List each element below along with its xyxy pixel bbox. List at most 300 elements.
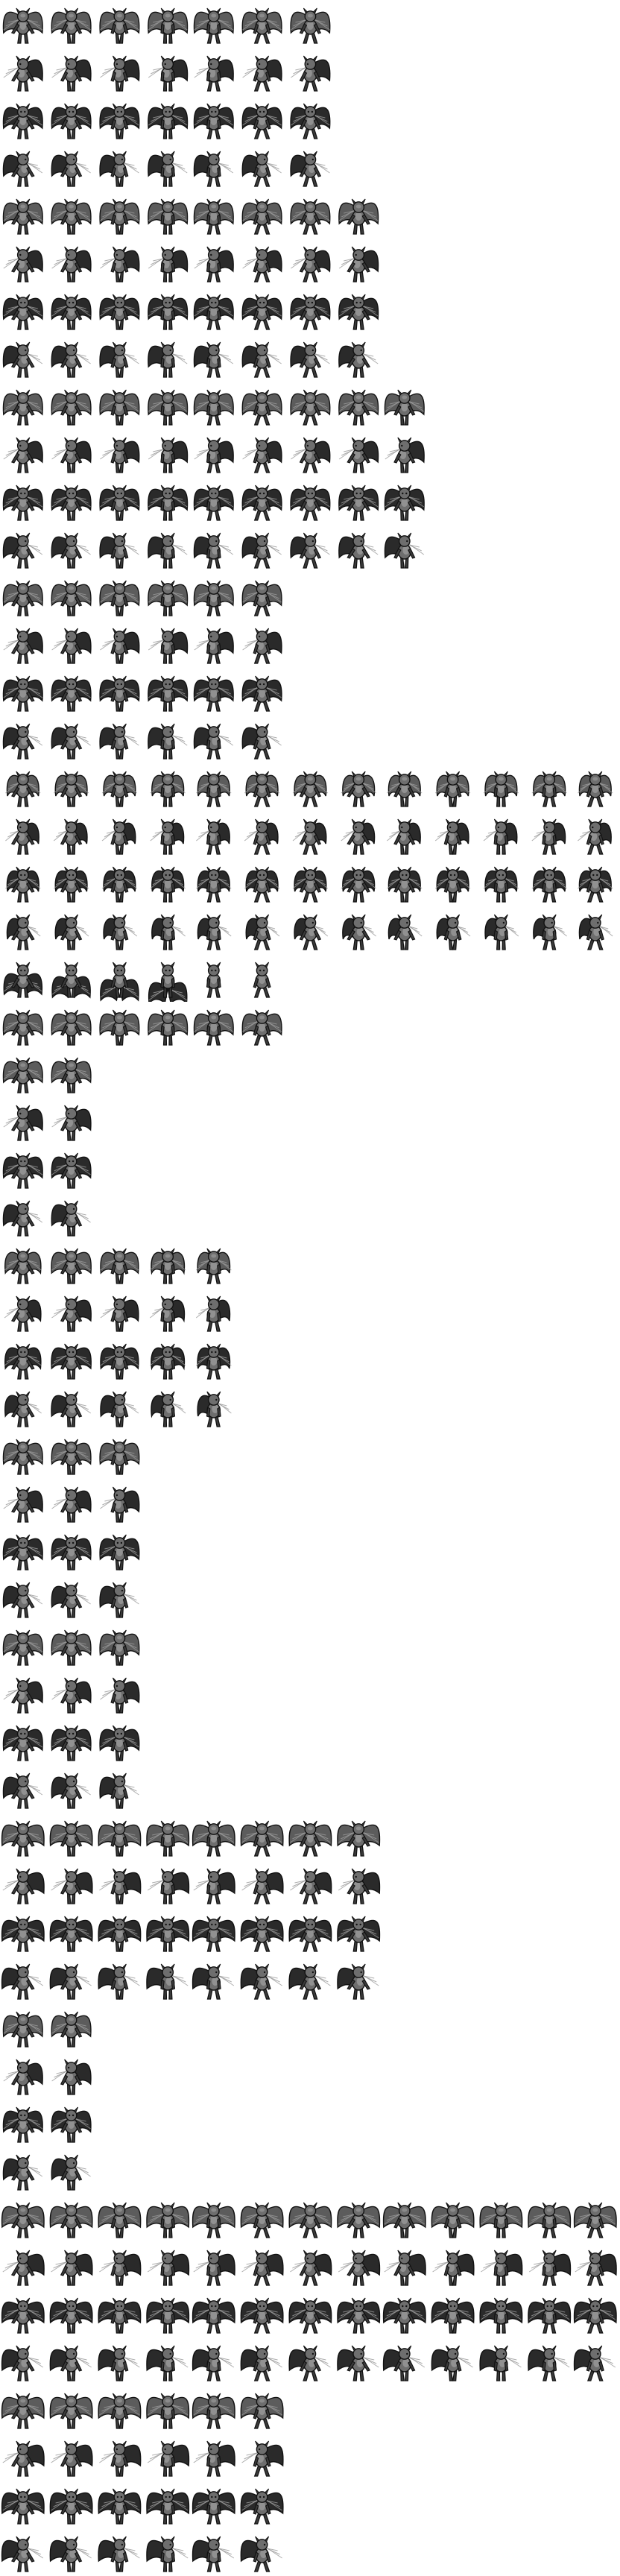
gargoyle-sprite <box>191 859 238 906</box>
gargoyle-sprite <box>238 2290 286 2337</box>
gargoyle-sprite <box>48 859 95 906</box>
gargoyle-sprite <box>286 0 334 48</box>
gargoyle-sprite <box>95 286 143 334</box>
gargoyle-sprite <box>95 1956 143 2004</box>
gargoyle-sprite <box>95 1431 143 1479</box>
gargoyle-sprite <box>334 382 382 429</box>
gargoyle-sprite <box>95 1813 143 1860</box>
gargoyle-sprite <box>382 477 429 525</box>
sprite-frame <box>143 1956 191 2004</box>
sprite-frame <box>143 143 191 191</box>
sprite-frame <box>95 2385 143 2433</box>
sprite-frame <box>334 2290 382 2337</box>
sprite-frame <box>238 143 286 191</box>
gargoyle-sprite <box>143 477 191 525</box>
sprite-frame <box>382 2337 429 2385</box>
gargoyle-sprite <box>143 2481 191 2528</box>
gargoyle-sprite <box>48 239 95 286</box>
gargoyle-sprite <box>429 763 477 811</box>
sprite-frame <box>48 1813 95 1860</box>
sprite-frame <box>191 191 238 239</box>
gargoyle-sprite <box>238 95 286 143</box>
gargoyle-sprite <box>238 0 286 48</box>
gargoyle-sprite <box>0 2290 48 2337</box>
gargoyle-sprite <box>334 1813 382 1860</box>
gargoyle-sprite <box>525 811 572 859</box>
gargoyle-sprite <box>95 143 143 191</box>
gargoyle-sprite <box>0 1908 48 1956</box>
sprite-frame <box>0 954 48 1002</box>
sprite-frame <box>0 1717 48 1765</box>
sprite-frame <box>191 1240 238 1288</box>
gargoyle-sprite <box>238 143 286 191</box>
sprite-frame <box>95 2528 143 2576</box>
sprite-frame <box>238 2337 286 2385</box>
sprite-frame <box>238 2290 286 2337</box>
sprite-frame <box>0 1097 48 1145</box>
sprite-frame <box>477 2337 525 2385</box>
gargoyle-sprite <box>238 1813 286 1860</box>
gargoyle-sprite <box>477 2337 525 2385</box>
gargoyle-sprite <box>0 2194 48 2242</box>
gargoyle-sprite <box>382 859 429 906</box>
sprite-frame <box>572 2337 620 2385</box>
sprite-frame <box>0 1574 48 1622</box>
sprite-frame <box>48 48 95 95</box>
sprite-frame <box>95 2242 143 2290</box>
sprite-frame <box>0 2481 48 2528</box>
gargoyle-sprite <box>143 2433 191 2481</box>
sprite-frame <box>48 1049 95 1097</box>
sprite-frame <box>48 1908 95 1956</box>
sprite-frame <box>48 2528 95 2576</box>
gargoyle-sprite <box>95 1908 143 1956</box>
sprite-frame <box>334 477 382 525</box>
gargoyle-sprite <box>286 48 334 95</box>
sprite-frame <box>0 143 48 191</box>
gargoyle-sprite <box>429 2337 477 2385</box>
sprite-frame <box>95 620 143 668</box>
sprite-frame <box>48 1288 95 1336</box>
gargoyle-sprite <box>143 668 191 716</box>
sprite-frame <box>0 477 48 525</box>
sprite-frame <box>143 1288 191 1336</box>
gargoyle-sprite <box>191 668 238 716</box>
gargoyle-sprite <box>48 1383 95 1431</box>
sprite-frame <box>191 668 238 716</box>
sprite-frame <box>382 477 429 525</box>
gargoyle-sprite <box>382 382 429 429</box>
gargoyle-sprite <box>238 572 286 620</box>
gargoyle-sprite <box>238 2194 286 2242</box>
gargoyle-sprite <box>95 954 143 1002</box>
sprite-frame <box>238 763 286 811</box>
sprite-frame <box>95 1336 143 1383</box>
sprite-frame <box>95 1431 143 1479</box>
sprite-frame <box>0 1145 48 1193</box>
gargoyle-sprite <box>0 2337 48 2385</box>
gargoyle-sprite <box>0 2051 48 2099</box>
sprite-frame <box>0 429 48 477</box>
sprite-frame <box>191 1908 238 1956</box>
sprite-frame <box>0 2099 48 2147</box>
sprite-frame <box>286 286 334 334</box>
gargoyle-sprite <box>95 382 143 429</box>
sprite-frame <box>0 1860 48 1908</box>
gargoyle-sprite <box>429 2242 477 2290</box>
sprite-frame <box>191 48 238 95</box>
gargoyle-sprite <box>382 906 429 954</box>
gargoyle-sprite <box>48 0 95 48</box>
gargoyle-sprite <box>429 859 477 906</box>
sprite-frame <box>191 2194 238 2242</box>
gargoyle-sprite <box>191 1908 238 1956</box>
sprite-frame <box>0 2051 48 2099</box>
gargoyle-sprite <box>334 191 382 239</box>
gargoyle-sprite <box>143 334 191 382</box>
sprite-frame <box>525 811 572 859</box>
sprite-frame <box>0 572 48 620</box>
gargoyle-sprite <box>191 95 238 143</box>
sprite-frame <box>143 1383 191 1431</box>
sprite-frame <box>0 859 48 906</box>
sprite-frame <box>286 859 334 906</box>
sprite-frame <box>48 1002 95 1049</box>
sprite-frame <box>48 2290 95 2337</box>
gargoyle-sprite <box>477 2290 525 2337</box>
sprite-frame <box>0 2528 48 2576</box>
sprite-frame <box>238 572 286 620</box>
sprite-frame <box>525 763 572 811</box>
gargoyle-sprite <box>95 525 143 572</box>
sprite-frame <box>143 1240 191 1288</box>
gargoyle-sprite <box>48 1956 95 2004</box>
sprite-frame <box>95 2481 143 2528</box>
sprite-frame <box>477 2194 525 2242</box>
gargoyle-sprite <box>0 1097 48 1145</box>
sprite-frame <box>0 620 48 668</box>
sprite-frame <box>286 1908 334 1956</box>
sprite-frame <box>286 143 334 191</box>
gargoyle-sprite <box>334 2337 382 2385</box>
gargoyle-sprite <box>477 811 525 859</box>
sprite-frame <box>95 1383 143 1431</box>
sprite-frame <box>143 2242 191 2290</box>
sprite-frame <box>334 525 382 572</box>
sprite-frame <box>238 859 286 906</box>
sprite-frame <box>382 763 429 811</box>
sprite-frame <box>334 2337 382 2385</box>
gargoyle-sprite <box>191 48 238 95</box>
sprite-frame <box>48 2242 95 2290</box>
sprite-frame <box>238 1813 286 1860</box>
gargoyle-sprite <box>572 811 620 859</box>
sprite-frame <box>334 286 382 334</box>
sprite-frame <box>286 1956 334 2004</box>
gargoyle-sprite <box>572 2194 620 2242</box>
sprite-frame <box>191 334 238 382</box>
gargoyle-sprite <box>238 239 286 286</box>
gargoyle-sprite <box>95 477 143 525</box>
gargoyle-sprite <box>0 620 48 668</box>
sprite-frame <box>334 239 382 286</box>
sprite-frame <box>0 239 48 286</box>
gargoyle-sprite <box>382 763 429 811</box>
sprite-frame <box>286 1813 334 1860</box>
sprite-frame <box>0 1527 48 1574</box>
sprite-frame <box>334 382 382 429</box>
gargoyle-sprite <box>286 811 334 859</box>
sprite-frame <box>95 1479 143 1527</box>
sprite-frame <box>48 429 95 477</box>
sprite-frame <box>191 2337 238 2385</box>
sprite-frame <box>143 2337 191 2385</box>
gargoyle-sprite <box>0 2528 48 2576</box>
gargoyle-sprite <box>48 2528 95 2576</box>
gargoyle-sprite <box>48 1431 95 1479</box>
gargoyle-sprite <box>525 2337 572 2385</box>
sprite-frame <box>572 2194 620 2242</box>
gargoyle-sprite <box>48 1288 95 1336</box>
sprite-frame <box>191 525 238 572</box>
sprite-frame <box>143 525 191 572</box>
sprite-frame <box>286 2337 334 2385</box>
gargoyle-sprite <box>95 716 143 763</box>
gargoyle-sprite <box>191 1813 238 1860</box>
gargoyle-sprite <box>95 48 143 95</box>
gargoyle-sprite <box>334 1908 382 1956</box>
gargoyle-sprite <box>286 286 334 334</box>
gargoyle-sprite <box>286 906 334 954</box>
sprite-frame <box>191 2433 238 2481</box>
gargoyle-sprite <box>143 95 191 143</box>
gargoyle-sprite <box>0 334 48 382</box>
sprite-frame <box>191 1956 238 2004</box>
sprite-frame <box>334 763 382 811</box>
sprite-frame <box>238 2385 286 2433</box>
sprite-frame <box>191 859 238 906</box>
sprite-frame <box>477 859 525 906</box>
gargoyle-sprite <box>95 1383 143 1431</box>
sprite-frame <box>143 2290 191 2337</box>
gargoyle-sprite <box>48 2481 95 2528</box>
sprite-frame <box>143 382 191 429</box>
sprite-frame <box>95 95 143 143</box>
gargoyle-sprite <box>334 239 382 286</box>
gargoyle-sprite <box>191 572 238 620</box>
gargoyle-sprite <box>95 1002 143 1049</box>
sprite-frame <box>0 1622 48 1670</box>
gargoyle-sprite <box>238 48 286 95</box>
gargoyle-sprite <box>525 763 572 811</box>
gargoyle-sprite <box>286 95 334 143</box>
gargoyle-sprite <box>48 668 95 716</box>
gargoyle-sprite <box>0 48 48 95</box>
gargoyle-sprite <box>0 525 48 572</box>
sprite-frame <box>95 48 143 95</box>
sprite-frame <box>48 1193 95 1240</box>
sprite-frame <box>48 1765 95 1813</box>
sprite-frame <box>191 2385 238 2433</box>
sprite-frame <box>286 2242 334 2290</box>
gargoyle-sprite <box>48 1670 95 1717</box>
sprite-frame <box>191 143 238 191</box>
gargoyle-sprite <box>238 477 286 525</box>
sprite-frame <box>143 239 191 286</box>
sprite-frame <box>191 2290 238 2337</box>
gargoyle-sprite <box>48 191 95 239</box>
sprite-frame <box>0 1670 48 1717</box>
gargoyle-sprite <box>238 668 286 716</box>
gargoyle-sprite <box>48 811 95 859</box>
sprite-frame <box>48 2004 95 2051</box>
sprite-frame <box>286 906 334 954</box>
gargoyle-sprite <box>95 2242 143 2290</box>
gargoyle-sprite <box>334 2242 382 2290</box>
gargoyle-sprite <box>0 1527 48 1574</box>
sprite-frame <box>191 1336 238 1383</box>
sprite-frame <box>143 191 191 239</box>
gargoyle-sprite <box>429 906 477 954</box>
sprite-frame <box>143 620 191 668</box>
gargoyle-sprite <box>286 1956 334 2004</box>
sprite-frame <box>382 525 429 572</box>
sprite-frame <box>48 191 95 239</box>
gargoyle-sprite <box>238 2481 286 2528</box>
sprite-frame <box>143 811 191 859</box>
gargoyle-sprite <box>572 2242 620 2290</box>
sprite-frame <box>48 620 95 668</box>
gargoyle-sprite <box>48 2385 95 2433</box>
sprite-frame <box>0 1288 48 1336</box>
sprite-frame <box>48 668 95 716</box>
sprite-frame <box>95 1002 143 1049</box>
gargoyle-sprite <box>0 429 48 477</box>
gargoyle-sprite <box>238 763 286 811</box>
gargoyle-sprite <box>0 859 48 906</box>
sprite-frame <box>48 334 95 382</box>
gargoyle-sprite <box>238 429 286 477</box>
sprite-frame <box>286 95 334 143</box>
gargoyle-sprite <box>143 1336 191 1383</box>
sprite-frame <box>48 1670 95 1717</box>
gargoyle-sprite <box>238 334 286 382</box>
sprite-frame <box>382 859 429 906</box>
gargoyle-sprite <box>0 1383 48 1431</box>
sprite-frame <box>48 2433 95 2481</box>
gargoyle-sprite <box>143 2194 191 2242</box>
sprite-frame <box>143 2194 191 2242</box>
gargoyle-sprite <box>0 1574 48 1622</box>
gargoyle-sprite <box>477 2242 525 2290</box>
sprite-frame <box>95 811 143 859</box>
sprite-frame <box>95 1574 143 1622</box>
gargoyle-sprite <box>286 763 334 811</box>
gargoyle-sprite <box>48 2337 95 2385</box>
sprite-frame <box>95 286 143 334</box>
gargoyle-sprite <box>286 2337 334 2385</box>
gargoyle-sprite <box>0 668 48 716</box>
sprite-frame <box>429 2242 477 2290</box>
sprite-frame <box>286 2290 334 2337</box>
sprite-frame <box>191 572 238 620</box>
sprite-frame <box>0 1479 48 1527</box>
gargoyle-sprite <box>191 1288 238 1336</box>
gargoyle-sprite <box>143 429 191 477</box>
sprite-frame <box>95 477 143 525</box>
gargoyle-sprite <box>0 95 48 143</box>
sprite-frame <box>95 1622 143 1670</box>
sprite-frame <box>477 2242 525 2290</box>
sprite-frame <box>143 1860 191 1908</box>
sprite-frame <box>0 334 48 382</box>
gargoyle-sprite <box>238 1860 286 1908</box>
gargoyle-sprite <box>143 2528 191 2576</box>
gargoyle-sprite <box>0 1765 48 1813</box>
sprite-frame <box>0 763 48 811</box>
gargoyle-sprite <box>286 525 334 572</box>
sprite-frame <box>0 382 48 429</box>
sprite-frame <box>95 716 143 763</box>
sprite-frame <box>238 48 286 95</box>
gargoyle-sprite <box>191 429 238 477</box>
gargoyle-sprite <box>238 2433 286 2481</box>
gargoyle-sprite <box>143 1813 191 1860</box>
gargoyle-sprite <box>382 525 429 572</box>
sprite-frame <box>143 0 191 48</box>
gargoyle-sprite <box>95 1527 143 1574</box>
gargoyle-sprite <box>0 1813 48 1860</box>
sprite-frame <box>95 1813 143 1860</box>
sprite-frame <box>0 1383 48 1431</box>
sprite-frame <box>48 143 95 191</box>
gargoyle-sprite <box>143 525 191 572</box>
sprite-frame <box>48 572 95 620</box>
gargoyle-sprite <box>48 1097 95 1145</box>
gargoyle-sprite <box>334 334 382 382</box>
gargoyle-sprite <box>95 1860 143 1908</box>
gargoyle-sprite <box>0 1670 48 1717</box>
gargoyle-sprite <box>95 95 143 143</box>
sprite-frame <box>143 954 191 1002</box>
sprite-frame <box>572 2290 620 2337</box>
sprite-frame <box>191 95 238 143</box>
sprite-frame <box>238 716 286 763</box>
gargoyle-sprite <box>48 572 95 620</box>
sprite-frame <box>477 811 525 859</box>
sprite-frame <box>95 334 143 382</box>
sprite-frame <box>95 1240 143 1288</box>
gargoyle-sprite <box>191 954 238 1002</box>
gargoyle-sprite <box>48 2194 95 2242</box>
sprite-frame <box>429 2194 477 2242</box>
sprite-frame <box>334 1813 382 1860</box>
sprite-frame <box>0 0 48 48</box>
gargoyle-sprite <box>191 716 238 763</box>
sprite-frame <box>238 2528 286 2576</box>
sprite-frame <box>95 906 143 954</box>
gargoyle-sprite <box>143 239 191 286</box>
sprite-frame <box>238 954 286 1002</box>
gargoyle-sprite <box>238 954 286 1002</box>
sprite-frame <box>48 95 95 143</box>
gargoyle-sprite <box>0 2004 48 2051</box>
gargoyle-sprite <box>191 2481 238 2528</box>
sprite-frame <box>286 382 334 429</box>
gargoyle-sprite <box>48 1193 95 1240</box>
gargoyle-sprite <box>286 143 334 191</box>
gargoyle-sprite <box>334 525 382 572</box>
